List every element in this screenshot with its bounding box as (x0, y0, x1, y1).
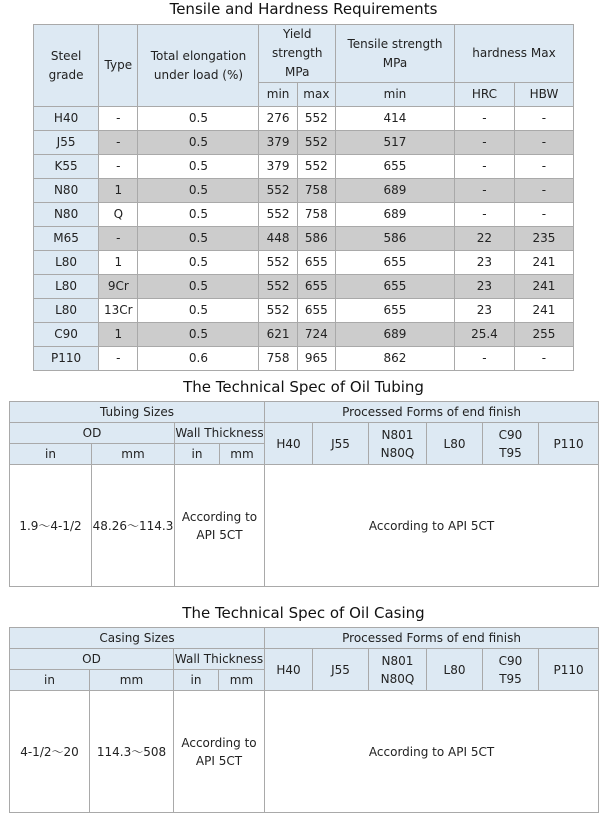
tubing-od-in: in (10, 444, 92, 465)
cell-type: - (99, 347, 138, 371)
cell-steel-grade: C90 (34, 323, 99, 347)
casing-grade-h40: H40 (265, 649, 313, 691)
cell-tensile-min: 655 (336, 251, 455, 275)
casing-forms-value: According to API 5CT (265, 691, 599, 813)
cell-yield-min: 552 (259, 275, 297, 299)
table-row (34, 347, 574, 371)
tubing-title: The Technical Spec of Oil Tubing (183, 378, 424, 396)
header-yield-max: max (297, 83, 335, 107)
cell-type: 1 (99, 323, 138, 347)
cell-tensile-min: 517 (336, 131, 455, 155)
casing-od-in: in (10, 670, 90, 691)
cell-yield-max: 552 (297, 131, 335, 155)
cell-hrc: 23 (454, 275, 514, 299)
cell-steel-grade: K55 (34, 155, 99, 179)
tubing-forms-header: Processed Forms of end finish (265, 402, 599, 423)
cell-type: Q (99, 203, 138, 227)
cell-hrc: 22 (454, 227, 514, 251)
casing-grade-j55: J55 (313, 649, 369, 691)
header-yield-min: min (259, 83, 297, 107)
cell-hbw: - (514, 107, 573, 131)
cell-type: 9Cr (99, 275, 138, 299)
cell-yield-max: 724 (297, 323, 335, 347)
header-hardness: hardness Max (454, 25, 573, 83)
table-row (34, 299, 574, 323)
cell-yield-max: 552 (297, 155, 335, 179)
table-row (34, 251, 574, 275)
tubing-grade-c90: C90 T95 (483, 423, 539, 465)
header-yield: Yield strength MPa (259, 25, 336, 83)
cell-type: 1 (99, 251, 138, 275)
cell-tensile-min: 655 (336, 299, 455, 323)
casing-od-mm: mm (90, 670, 174, 691)
cell-tensile-min: 862 (336, 347, 455, 371)
cell-steel-grade: P110 (34, 347, 99, 371)
cell-tensile-min: 586 (336, 227, 455, 251)
cell-yield-max: 552 (297, 107, 335, 131)
cell-elongation: 0.6 (138, 347, 259, 371)
cell-yield-min: 379 (259, 155, 297, 179)
cell-steel-grade: N80 (34, 203, 99, 227)
cell-hbw: - (514, 203, 573, 227)
tubing-grade-l80: L80 (427, 423, 483, 465)
header-steel-grade: Steel grade (34, 25, 99, 107)
cell-hrc: 23 (454, 299, 514, 323)
casing-grade-p110: P110 (539, 649, 599, 691)
table-row (34, 203, 574, 227)
cell-steel-grade: N80 (34, 179, 99, 203)
cell-yield-min: 552 (259, 299, 297, 323)
cell-yield-max: 965 (297, 347, 335, 371)
cell-tensile-min: 689 (336, 179, 455, 203)
cell-yield-min: 758 (259, 347, 297, 371)
tubing-wall-value: According to API 5CT (175, 465, 265, 587)
table-row (34, 227, 574, 251)
tubing-wall-in: in (175, 444, 220, 465)
cell-hbw: 235 (514, 227, 573, 251)
tubing-od-header: OD (10, 423, 175, 444)
cell-steel-grade: L80 (34, 251, 99, 275)
cell-yield-max: 655 (297, 251, 335, 275)
cell-hrc: 23 (454, 251, 514, 275)
table-row (34, 107, 574, 131)
cell-steel-grade: L80 (34, 275, 99, 299)
cell-yield-max: 655 (297, 299, 335, 323)
cell-yield-min: 552 (259, 179, 297, 203)
header-hbw: HBW (514, 83, 573, 107)
header-tensile: Tensile strength MPa (336, 25, 455, 83)
cell-tensile-min: 689 (336, 323, 455, 347)
cell-elongation: 0.5 (138, 275, 259, 299)
casing-grade-l80: L80 (427, 649, 483, 691)
cell-yield-min: 379 (259, 131, 297, 155)
cell-hbw: - (514, 179, 573, 203)
cell-hbw: 255 (514, 323, 573, 347)
cell-type: 13Cr (99, 299, 138, 323)
cell-elongation: 0.5 (138, 203, 259, 227)
tensile-table (33, 24, 574, 371)
cell-steel-grade: M65 (34, 227, 99, 251)
table-row (34, 323, 574, 347)
tubing-wall-header: Wall Thickness (175, 423, 265, 444)
casing-od-mm-value: 114.3～508 (90, 691, 174, 813)
tubing-grade-j55: J55 (313, 423, 369, 465)
cell-elongation: 0.5 (138, 179, 259, 203)
tubing-sizes-header: Tubing Sizes (10, 402, 265, 423)
cell-elongation: 0.5 (138, 107, 259, 131)
casing-wall-mm: mm (219, 670, 265, 691)
header-tensile-min: min (336, 83, 455, 107)
cell-hrc: - (454, 131, 514, 155)
cell-tensile-min: 414 (336, 107, 455, 131)
cell-yield-min: 621 (259, 323, 297, 347)
cell-elongation: 0.5 (138, 227, 259, 251)
casing-wall-in: in (174, 670, 219, 691)
cell-type: 1 (99, 179, 138, 203)
tubing-od-mm-value: 48.26～114.3 (92, 465, 175, 587)
cell-hbw: 241 (514, 299, 573, 323)
cell-tensile-min: 689 (336, 203, 455, 227)
cell-yield-max: 758 (297, 179, 335, 203)
cell-hrc: 25.4 (454, 323, 514, 347)
cell-hrc: - (454, 155, 514, 179)
cell-elongation: 0.5 (138, 155, 259, 179)
cell-yield-min: 552 (259, 203, 297, 227)
header-hrc: HRC (454, 83, 514, 107)
tubing-grade-p110: P110 (539, 423, 599, 465)
cell-yield-min: 552 (259, 251, 297, 275)
cell-hbw: 241 (514, 275, 573, 299)
cell-elongation: 0.5 (138, 251, 259, 275)
cell-hbw: - (514, 347, 573, 371)
casing-wall-value: According to API 5CT (174, 691, 265, 813)
table-row (34, 275, 574, 299)
casing-table (9, 627, 599, 813)
casing-grade-n80: N801 N80Q (369, 649, 427, 691)
casing-forms-header: Processed Forms of end finish (265, 628, 599, 649)
casing-wall-header: Wall Thickness (174, 649, 265, 670)
cell-type: - (99, 155, 138, 179)
tubing-table (9, 401, 599, 587)
cell-type: - (99, 107, 138, 131)
casing-grade-c90: C90 T95 (483, 649, 539, 691)
cell-hrc: - (454, 179, 514, 203)
casing-od-in-value: 4-1/2～20 (10, 691, 90, 813)
header-elongation: Total elongation under load (%) (138, 25, 259, 107)
cell-hbw: - (514, 131, 573, 155)
tubing-wall-mm: mm (220, 444, 265, 465)
tubing-grade-h40: H40 (265, 423, 313, 465)
casing-sizes-header: Casing Sizes (10, 628, 265, 649)
table-row (34, 155, 574, 179)
cell-steel-grade: H40 (34, 107, 99, 131)
tubing-forms-value: According to API 5CT (265, 465, 599, 587)
header-type: Type (99, 25, 138, 107)
cell-steel-grade: J55 (34, 131, 99, 155)
cell-yield-max: 586 (297, 227, 335, 251)
casing-od-header: OD (10, 649, 174, 670)
cell-elongation: 0.5 (138, 323, 259, 347)
tubing-od-in-value: 1.9～4-1/2 (10, 465, 92, 587)
cell-yield-min: 276 (259, 107, 297, 131)
cell-tensile-min: 655 (336, 275, 455, 299)
table-row (34, 131, 574, 155)
tensile-title: Tensile and Hardness Requirements (169, 0, 438, 18)
cell-tensile-min: 655 (336, 155, 455, 179)
cell-hbw: - (514, 155, 573, 179)
cell-yield-min: 448 (259, 227, 297, 251)
cell-hrc: - (454, 203, 514, 227)
tubing-od-mm: mm (92, 444, 175, 465)
cell-yield-max: 655 (297, 275, 335, 299)
cell-steel-grade: L80 (34, 299, 99, 323)
cell-type: - (99, 227, 138, 251)
cell-type: - (99, 131, 138, 155)
cell-hbw: 241 (514, 251, 573, 275)
cell-elongation: 0.5 (138, 299, 259, 323)
table-row (34, 179, 574, 203)
cell-hrc: - (454, 347, 514, 371)
tubing-grade-n80: N801 N80Q (369, 423, 427, 465)
cell-yield-max: 758 (297, 203, 335, 227)
cell-hrc: - (454, 107, 514, 131)
casing-title: The Technical Spec of Oil Casing (182, 604, 425, 622)
cell-elongation: 0.5 (138, 131, 259, 155)
